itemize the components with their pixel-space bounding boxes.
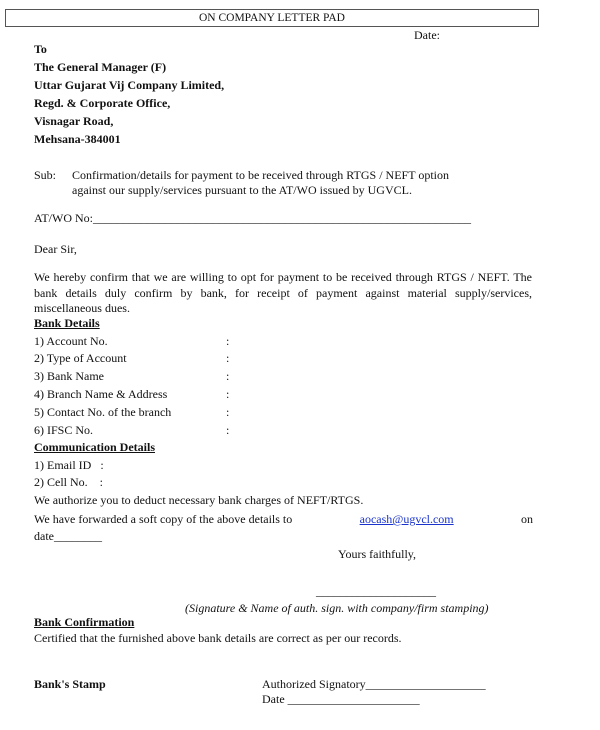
cell-field-label: 2) Cell No. : [34,475,103,489]
atwo-label: AT/WO No: [34,211,93,225]
bank-confirmation-text: Certified that the furnished above bank details are correct as per our records. [34,631,402,645]
bank-detail-colon: : [226,334,230,348]
bank-detail-item: 6) IFSC No. [34,423,94,437]
forward-on: on [521,512,533,526]
salutation: Dear Sir, [34,242,77,256]
address-line: Visnagar Road, [34,114,114,128]
email-field-label: 1) Email ID : [34,458,104,472]
authorize-text: We authorize you to deduct necessary bank charges of NEFT/RTGS. [34,493,364,507]
address-line: Regd. & Corporate Office, [34,96,171,110]
bank-detail-item: 3) Bank Name [34,369,104,383]
subject-label: Sub: [34,168,57,182]
bank-confirmation-heading: Bank Confirmation [34,615,135,629]
signature-caption: (Signature & Name of auth. sign. with company/firm stamping) [185,601,489,615]
footer-date-blank: ______________________ [287,692,420,706]
address-line: Uttar Gujarat Vij Company Limited, [34,78,225,92]
signature-line: ____________________ [316,584,436,598]
forward-date [34,529,102,544]
authorized-label: Authorized Signatory [262,677,366,691]
bank-stamp-label: Bank's Stamp [34,677,106,691]
bank-detail-item: 1) Account No. [34,334,108,348]
date-label: Date: [414,28,440,42]
footer-date [262,692,420,707]
subject-line-2: against our supply/services pursuant to the AT/WO issued by UGVCL. [72,183,412,197]
address-line: Mehsana-384001 [34,132,121,146]
bank-detail-colon: : [226,369,230,383]
bank-detail-colon: : [226,351,230,365]
forward-date-prefix: date [34,529,54,543]
forward-line [34,512,533,527]
atwo-blank: _______________________________________________________________ [93,211,471,225]
address-line: The General Manager (F) [34,60,167,74]
forward-email-link[interactable]: aocash@ugvcl.com [359,512,454,526]
bank-detail-item: 2) Type of Account [34,351,127,365]
bank-detail-colon: : [226,405,230,419]
authorized-signatory [262,677,486,692]
letter-pad-title: ON COMPANY LETTER PAD [5,9,539,27]
atwo-field [34,211,471,226]
bank-detail-item: 4) Branch Name & Address [34,387,168,401]
closing: Yours faithfully, [338,547,417,561]
address-to: To [34,42,47,56]
bank-detail-colon: : [226,387,230,401]
intro-paragraph: We hereby confirm that we are willing to opt for payment to be received through RTGS / NEFT. The bank details duly confirm by bank, for receipt of payment against material supply/services, miscellaneous dues. [34,270,532,315]
forward-date-blank: ________ [54,529,102,543]
bank-detail-colon: : [226,423,230,437]
authorized-blank: ____________________ [365,677,486,691]
bank-detail-item: 5) Contact No. of the branch [34,405,172,419]
communication-heading: Communication Details [34,440,155,454]
footer-date-label: Date [262,692,285,706]
bank-details-heading: Bank Details [34,316,100,330]
forward-text: We have forwarded a soft copy of the above details to [34,512,293,526]
subject-line-1: Confirmation/details for payment to be received through RTGS / NEFT option [72,168,449,182]
